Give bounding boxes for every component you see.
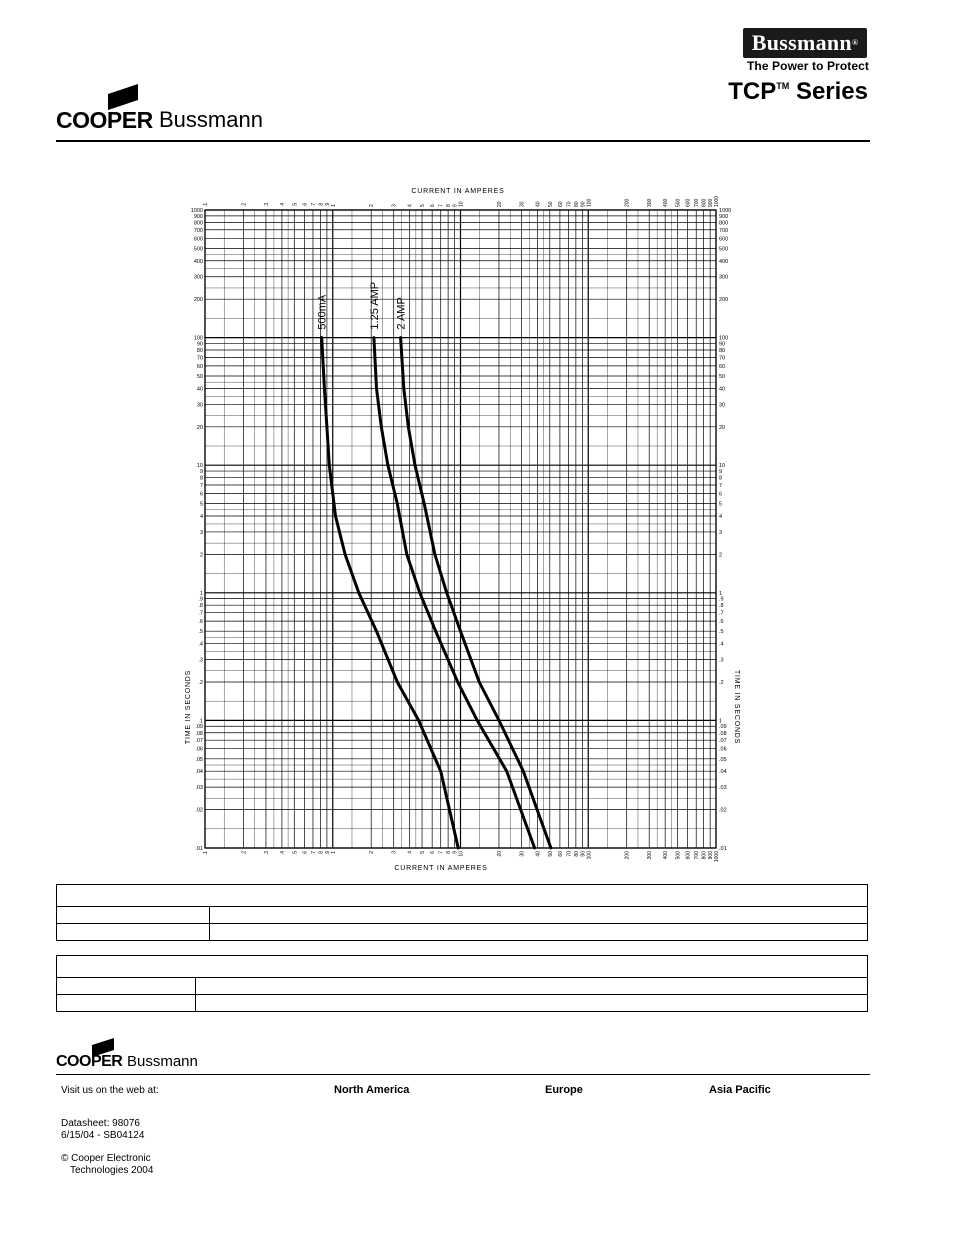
x-tick-label-bottom: 1000 [714,851,720,863]
y-tick-label-right: 700 [719,227,729,234]
web-label: Visit us on the web at: [61,1085,159,1096]
x-tick-label-bottom: 90 [580,851,587,857]
y-tick-label-left: 4 [199,513,203,520]
time-current-chart [180,180,750,880]
table-row [57,994,867,1011]
y-tick-label-right: .9 [719,596,724,603]
x-tick-label-bottom: 7 [438,851,445,854]
x-tick-label-top: 700 [694,198,701,207]
y-tick-label-left: 5 [199,501,203,508]
x-tick-label-top: 1000 [714,195,720,207]
cooper-bussmann-logo: COOPER Bussmann [56,84,286,134]
y-tick-label-right: 40 [719,386,726,393]
x-tick-label-top: .2 [241,202,248,207]
x-tick-label-bottom: .9 [324,851,331,856]
x-tick-label-top: 4 [407,204,414,207]
y-tick-label-right: 9 [719,469,723,476]
y-tick-label-left: .04 [195,769,203,776]
y-tick-label-left: 400 [193,258,203,265]
x-tick-label-bottom: 200 [624,851,631,860]
y-tick-label-right: 600 [719,236,729,243]
y-tick-label-left: 900 [193,213,203,220]
x-tick-label-top: 200 [624,198,631,207]
x-tick-label-top: 400 [663,198,670,207]
x-tick-label-top: 300 [647,198,654,207]
y-tick-label-left: .05 [195,756,203,763]
y-tick-label-right: 100 [719,335,729,342]
y-tick-label-right: .8 [719,603,724,610]
x-axis-label-bottom: CURRENT IN AMPERES [394,865,488,872]
y-tick-label-left: .4 [198,641,203,648]
y-tick-label-right: .4 [719,641,724,648]
y-tick-label-right: 5 [719,501,723,508]
bussmann-badge-logo: Bussmann® [743,28,867,58]
table-header-row [57,956,867,977]
copyright-line-1: © Cooper Electronic [61,1153,151,1164]
x-tick-label-bottom: 700 [694,851,701,860]
y-tick-label-right: .01 [719,846,727,852]
region-north-america: North America [334,1084,410,1096]
header-divider [56,140,870,142]
series-label-2: 1.25 AMP [368,281,381,330]
x-axis-label-top: CURRENT IN AMPERES [411,188,505,195]
y-tick-label-left: 3 [199,529,203,536]
y-tick-label-right: .7 [719,610,724,617]
x-tick-label-bottom: 10 [458,851,465,857]
x-tick-label-bottom: 6 [430,851,437,854]
x-tick-label-top: 900 [708,198,715,207]
y-tick-label-left: 500 [193,246,203,253]
y-tick-label-left: .02 [195,807,203,814]
x-tick-label-bottom: 900 [708,851,715,860]
x-tick-label-bottom: 30 [519,851,526,857]
y-tick-label-right: 70 [719,355,726,362]
y-tick-label-right: 30 [719,402,726,409]
y-tick-label-right: .04 [719,769,727,776]
series-label-1: 500mA [316,294,329,330]
x-tick-label-bottom: .3 [263,851,270,856]
y-tick-label-left: 6 [199,491,203,498]
y-tick-label-right: 500 [719,246,729,253]
cooper-bussmann-logo-footer: COOPER Bussmann [56,1038,216,1072]
y-tick-label-left: .6 [198,619,203,626]
y-tick-label-left: .06 [195,746,203,753]
x-tick-label-top: 10 [458,201,465,207]
y-tick-label-right: 50 [719,374,726,381]
footer-divider [56,1074,870,1075]
x-tick-label-bottom: 80 [573,851,580,857]
y-tick-label-left: 70 [196,355,203,362]
y-tick-label-left: .2 [198,679,203,686]
x-tick-label-bottom: 800 [701,851,708,860]
y-tick-label-left: 10 [196,463,203,470]
y-tick-label-right: .5 [719,629,724,636]
x-tick-label-top: 9 [452,204,459,207]
x-tick-label-top: .1 [203,202,209,207]
y-tick-label-right: .6 [719,619,724,626]
y-tick-label-left: 1 [199,590,203,597]
y-tick-label-left: 600 [193,236,203,243]
table-row [57,923,867,940]
x-tick-label-bottom: 500 [675,851,682,860]
y-tick-label-left: 9 [199,469,203,476]
y-tick-label-right: 2 [719,552,723,559]
y-tick-label-right: .08 [719,730,727,737]
y-tick-label-left: 90 [196,341,203,348]
x-tick-label-bottom: .5 [292,851,299,856]
x-tick-label-bottom: 50 [547,851,554,857]
spec-table-1 [56,884,868,941]
y-tick-label-left: .5 [198,629,203,636]
y-tick-label-right: 200 [719,297,729,304]
y-tick-label-right: 1 [719,590,723,597]
y-tick-label-left: .03 [195,785,203,792]
y-tick-label-right: .06 [719,746,727,753]
x-tick-label-top: 600 [685,198,692,207]
x-tick-label-bottom: 40 [535,851,542,857]
y-tick-label-right: 1000 [719,208,732,214]
y-tick-label-left: .09 [195,724,203,731]
x-tick-label-top: 2 [369,204,376,207]
y-tick-label-right: 60 [719,363,726,370]
y-tick-label-left: .01 [195,846,203,852]
y-tick-label-left: .8 [198,603,203,610]
y-tick-label-left: 30 [196,402,203,409]
y-tick-label-left: .08 [195,730,203,737]
y-tick-label-left: .3 [198,657,203,664]
x-tick-label-bottom: .8 [318,851,325,856]
table-row [57,977,867,994]
y-tick-label-right: 3 [719,529,723,536]
x-tick-label-top: 800 [701,198,708,207]
y-axis-label-right: TIME IN SECONDS [733,669,740,745]
x-tick-label-top: 7 [438,204,445,207]
y-tick-label-right: .02 [719,807,727,814]
x-tick-label-top: 30 [519,201,526,207]
y-tick-label-right: 800 [719,220,729,227]
y-tick-label-left: 20 [196,424,203,431]
table-header-row [57,885,867,906]
x-tick-label-bottom: 4 [407,851,414,854]
y-tick-label-left: .7 [198,610,203,617]
x-tick-label-bottom: 100 [586,851,593,860]
x-tick-label-bottom: .7 [310,851,317,856]
y-tick-label-right: .03 [719,785,727,792]
y-tick-label-left: 200 [193,297,203,304]
x-tick-label-top: .7 [310,202,317,207]
y-tick-label-left: 7 [199,482,203,489]
x-tick-label-bottom: 70 [566,851,573,857]
y-tick-label-left: 2 [199,552,203,559]
x-tick-label-bottom: 300 [647,851,654,860]
x-tick-label-bottom: .2 [241,851,248,856]
page-title: TCP™ Series [728,78,868,105]
x-tick-label-bottom: 3 [391,851,398,854]
y-tick-label-left: 300 [193,274,203,281]
x-tick-label-top: .5 [292,202,299,207]
y-tick-label-right: 8 [719,475,723,482]
x-tick-label-top: .9 [324,202,331,207]
y-tick-label-right: .05 [719,756,727,763]
x-tick-label-bottom: 8 [446,851,453,854]
y-tick-label-right: 6 [719,491,723,498]
y-tick-label-right: 4 [719,513,723,520]
x-tick-label-top: 90 [580,201,587,207]
y-tick-label-left: 800 [193,220,203,227]
series-label-3: 2 AMP [395,297,408,330]
y-tick-label-right: .07 [719,738,727,745]
y-axis-label-left: TIME IN SECONDS [185,669,192,745]
x-tick-label-bottom: 2 [369,851,376,854]
x-tick-label-top: 20 [496,201,503,207]
x-tick-label-top: 70 [566,201,573,207]
x-tick-label-top: 50 [547,201,554,207]
x-tick-label-bottom: .4 [279,851,286,856]
y-tick-label-left: 60 [196,363,203,370]
y-tick-label-left: 700 [193,227,203,234]
x-tick-label-bottom: .6 [302,851,309,856]
y-tick-label-right: 80 [719,347,726,354]
x-tick-label-top: 500 [675,198,682,207]
y-tick-label-right: .3 [719,657,724,664]
x-tick-label-top: 80 [573,201,580,207]
tagline: The Power to Protect [746,59,869,73]
x-tick-label-bottom: 20 [496,851,503,857]
copyright-line-2: Technologies 2004 [70,1165,154,1176]
x-tick-label-bottom: 5 [420,851,427,854]
x-tick-label-top: 6 [430,204,437,207]
y-tick-label-right: 400 [719,258,729,265]
x-tick-label-top: 8 [446,204,453,207]
y-tick-label-left: 100 [193,335,203,342]
y-tick-label-right: 7 [719,482,723,489]
y-tick-label-right: 10 [719,463,726,470]
y-tick-label-right: 300 [719,274,729,281]
y-tick-label-right: 20 [719,424,726,431]
region-europe: Europe [545,1084,583,1096]
x-tick-label-bottom: 60 [557,851,564,857]
y-tick-label-left: 8 [199,475,203,482]
y-tick-label-left: .07 [195,738,203,745]
y-tick-label-right: .09 [719,724,727,731]
y-tick-label-left: 1000 [190,208,203,214]
x-tick-label-top: 60 [557,201,564,207]
y-tick-label-right: 90 [719,341,726,348]
y-tick-label-left: 50 [196,374,203,381]
x-tick-label-bottom: 9 [452,851,459,854]
y-tick-label-left: 40 [196,386,203,393]
spec-table-2 [56,955,868,1012]
x-tick-label-top: .6 [302,202,309,207]
x-tick-label-top: .8 [318,202,325,207]
y-tick-label-left: .1 [198,718,203,725]
y-tick-label-left: .9 [198,596,203,603]
x-tick-label-top: .3 [263,202,270,207]
y-tick-label-right: 900 [719,213,729,220]
region-asia-pacific: Asia Pacific [709,1084,771,1096]
x-tick-label-top: 40 [535,201,542,207]
x-tick-label-bottom: 600 [685,851,692,860]
x-tick-label-top: 100 [586,198,593,207]
y-tick-label-right: .2 [719,679,724,686]
x-tick-label-bottom: 1 [330,851,337,854]
x-tick-label-bottom: .1 [203,851,209,856]
y-tick-label-right: 1 [719,718,723,725]
datasheet-number: Datasheet: 98076 [61,1118,140,1129]
x-tick-label-top: .4 [279,202,286,207]
x-tick-label-bottom: 400 [663,851,670,860]
x-tick-label-top: 3 [391,204,398,207]
y-tick-label-left: 80 [196,347,203,354]
x-tick-label-top: 5 [420,204,427,207]
x-tick-label-top: 1 [330,204,337,207]
table-row [57,906,867,923]
date-code: 6/15/04 - SB04124 [61,1130,145,1141]
